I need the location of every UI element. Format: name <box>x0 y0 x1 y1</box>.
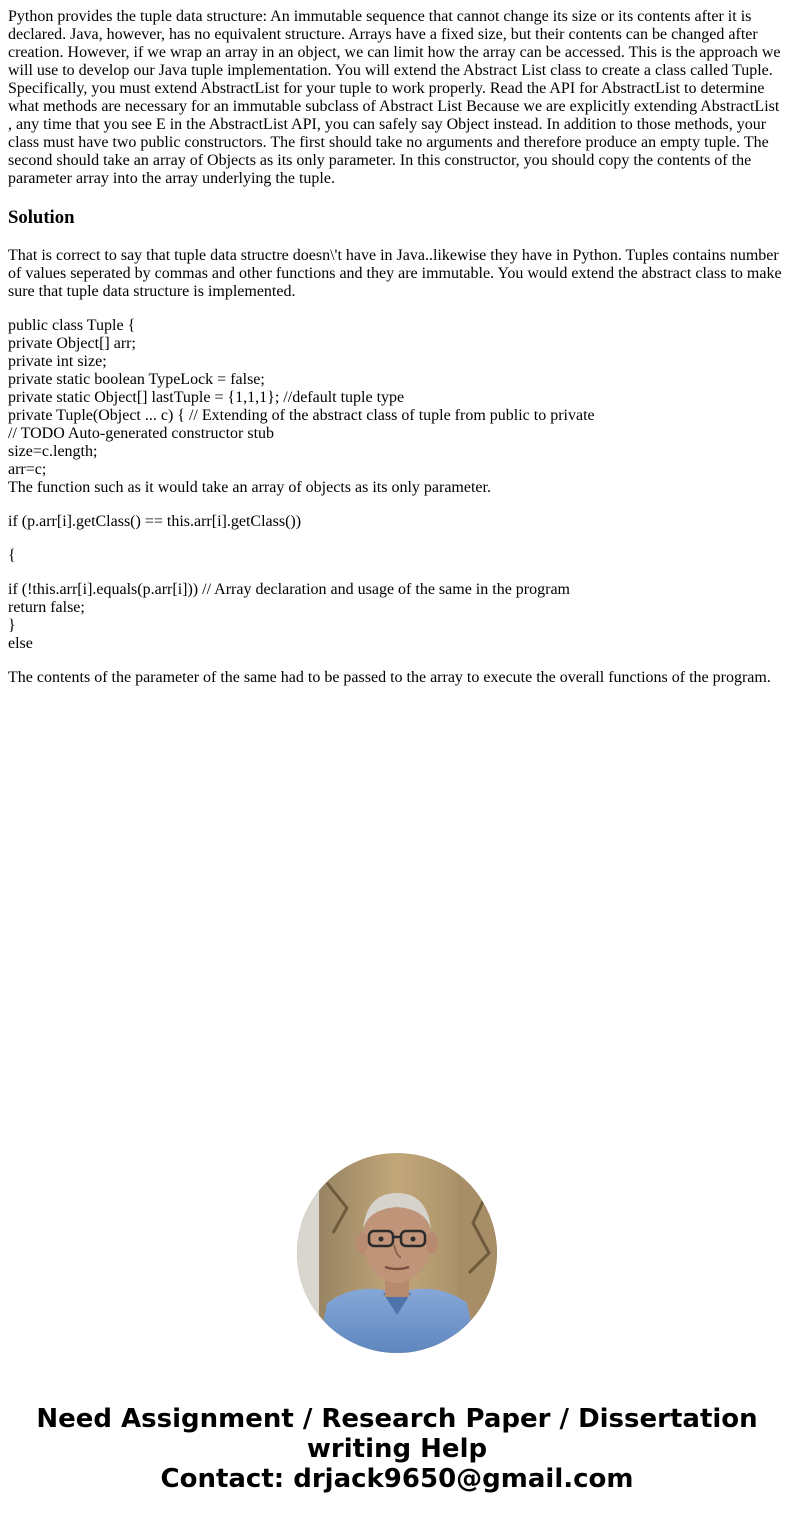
code-line: private static Object[] lastTuple = {1,1,1}; //default tuple type <box>8 389 405 406</box>
code-line: private Tuple(Object ... c) { // Extending of the abstract class of tuple from public to private <box>8 407 595 424</box>
code-line: if (!this.arr[i].equals(p.arr[i])) // Array declaration and usage of the same in the program <box>8 581 570 598</box>
code-line: private Object[] arr; <box>8 335 136 352</box>
condition-line: if (p.arr[i].getClass() == this.arr[i].getClass()) <box>8 513 302 530</box>
code-line: private static boolean TypeLock = false; <box>8 371 265 388</box>
solution-heading: Solution <box>8 207 75 228</box>
code-line: public class Tuple { <box>8 317 136 334</box>
contact-footer <box>0 1404 794 1494</box>
footer-line-1: Need Assignment / Research Paper / Dissertation <box>36 1404 758 1434</box>
code-line: arr=c; <box>8 461 47 478</box>
code-line: private int size; <box>8 353 107 370</box>
closing-text: The contents of the parameter of the same had to be passed to the array to execute the overall functions of the program. <box>8 669 771 686</box>
footer-line-2: writing Help <box>306 1434 488 1464</box>
question-text: Python provides the tuple data structure: An immutable sequence that cannot change its size or its contents after it is declared. Java, however, has no equivalent structure. Arrays have a fixed size, but their contents can be changed after creation. However, if we wrap an array in an object, we can limit how the array can be accessed. This is the approach we will use to develop our Java tuple implementation. You will extend the Abstract List class to create a class called Tuple. Specifically, you must extend AbstractList for your tuple to work properly. Read the API for AbstractList to determine what methods are necessary for an immutable subclass of Abstract List Because we are explicitly extending AbstractList , any time that you see E in the AbstractList API, you can safely say Object instead. In addition to those methods, your class must have two public constructors. The first should take no arguments and therefore produce an empty tuple. The second should take an array of Objects as its only parameter. In this constructor, you should copy the contents of the parameter array into the array underlying the tuple. <box>8 8 781 187</box>
code-line: } <box>8 617 16 634</box>
author-avatar <box>297 1153 497 1353</box>
code-line: else <box>8 635 33 652</box>
author-portrait <box>297 1153 497 1353</box>
footer-contact-email: Contact: drjack9650@gmail.com <box>160 1464 634 1494</box>
code-line: // TODO Auto-generated constructor stub <box>8 425 275 442</box>
solution-intro: That is correct to say that tuple data structre doesn\'t have in Java..likewise they have in Python. Tuples contains number of values seperated by commas and other functions and they are immutable. You would extend the abstract class to make sure that tuple data structure is implemented. <box>8 247 782 300</box>
document-body <box>8 8 786 703</box>
code-line: The function such as it would take an array of objects as its only parameter. <box>8 479 491 496</box>
code-line: size=c.length; <box>8 443 98 460</box>
inner-code-block <box>8 581 786 653</box>
code-block <box>8 317 786 497</box>
open-brace: { <box>8 547 16 564</box>
code-line: return false; <box>8 599 85 616</box>
